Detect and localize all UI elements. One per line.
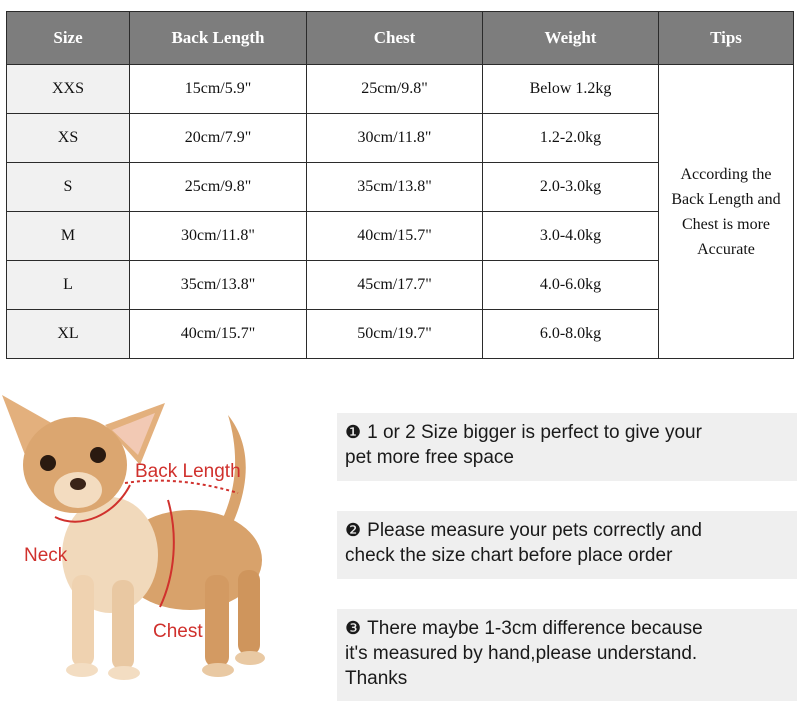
tip-text: There maybe 1-3cm difference because	[367, 618, 703, 639]
size-chart-table	[6, 11, 794, 359]
back-length-line	[125, 481, 238, 493]
tip-text: pet more free space	[345, 447, 514, 468]
header-back-length: Back Length	[130, 12, 307, 65]
chest-cell: 25cm/9.8"	[307, 65, 483, 114]
header-tips: Tips	[659, 12, 794, 65]
tips-line: Back Length and	[671, 190, 781, 208]
dog-eye	[40, 455, 56, 471]
dog-paw	[202, 663, 234, 677]
chest-cell: 40cm/15.7"	[307, 212, 483, 261]
dog-illustration-svg	[0, 385, 300, 695]
back-length-label: Back Length	[135, 461, 241, 482]
dog-paw	[108, 666, 140, 680]
size-cell: L	[7, 261, 130, 310]
weight-cell: 3.0-4.0kg	[483, 212, 659, 261]
tip-number-icon: ❷	[345, 520, 362, 540]
tips-line: According the	[680, 165, 772, 183]
back-length-cell: 30cm/11.8"	[130, 212, 307, 261]
size-cell: S	[7, 163, 130, 212]
chest-cell: 45cm/17.7"	[307, 261, 483, 310]
neck-label: Neck	[24, 545, 68, 566]
header-size: Size	[7, 12, 130, 65]
chest-label: Chest	[153, 621, 203, 642]
tip-box	[337, 609, 797, 701]
tip-box	[337, 511, 797, 579]
dog-leg	[205, 575, 229, 667]
tip-text: Thanks	[345, 668, 408, 689]
chest-cell: 50cm/19.7"	[307, 310, 483, 359]
header-chest: Chest	[307, 12, 483, 65]
chest-cell: 35cm/13.8"	[307, 163, 483, 212]
dog-paw	[66, 663, 98, 677]
dog-leg	[238, 570, 260, 655]
back-length-cell: 20cm/7.9"	[130, 114, 307, 163]
tip-text: Please measure your pets correctly and	[367, 520, 702, 541]
tip-text: 1 or 2 Size bigger is perfect to give your	[367, 422, 702, 443]
dog-leg	[112, 580, 134, 670]
weight-cell: 6.0-8.0kg	[483, 310, 659, 359]
size-cell: XL	[7, 310, 130, 359]
size-cell: M	[7, 212, 130, 261]
back-length-cell: 40cm/15.7"	[130, 310, 307, 359]
back-length-cell: 15cm/5.9"	[130, 65, 307, 114]
dog-leg	[72, 575, 94, 667]
dog-nose	[70, 478, 86, 490]
tip-number-icon: ❸	[345, 618, 362, 638]
tip-box	[337, 413, 797, 481]
tip-text: check the size chart before place order	[345, 545, 673, 566]
tips-line: Chest is more	[682, 215, 770, 233]
table-row	[7, 65, 794, 114]
dog-measurement-illustration	[0, 385, 300, 695]
dog-eye	[90, 447, 106, 463]
size-cell: XS	[7, 114, 130, 163]
weight-cell: 4.0-6.0kg	[483, 261, 659, 310]
table-header-row	[7, 12, 794, 65]
weight-cell: 2.0-3.0kg	[483, 163, 659, 212]
weight-cell: Below 1.2kg	[483, 65, 659, 114]
tip-number-icon: ❶	[345, 422, 362, 442]
header-weight: Weight	[483, 12, 659, 65]
dog-paw	[235, 651, 265, 665]
tip-text: it's measured by hand,please understand.	[345, 643, 698, 664]
weight-cell: 1.2-2.0kg	[483, 114, 659, 163]
chest-cell: 30cm/11.8"	[307, 114, 483, 163]
tips-cell	[659, 65, 794, 359]
back-length-cell: 25cm/9.8"	[130, 163, 307, 212]
tips-line: Accurate	[697, 240, 755, 258]
back-length-cell: 35cm/13.8"	[130, 261, 307, 310]
size-cell: XXS	[7, 65, 130, 114]
